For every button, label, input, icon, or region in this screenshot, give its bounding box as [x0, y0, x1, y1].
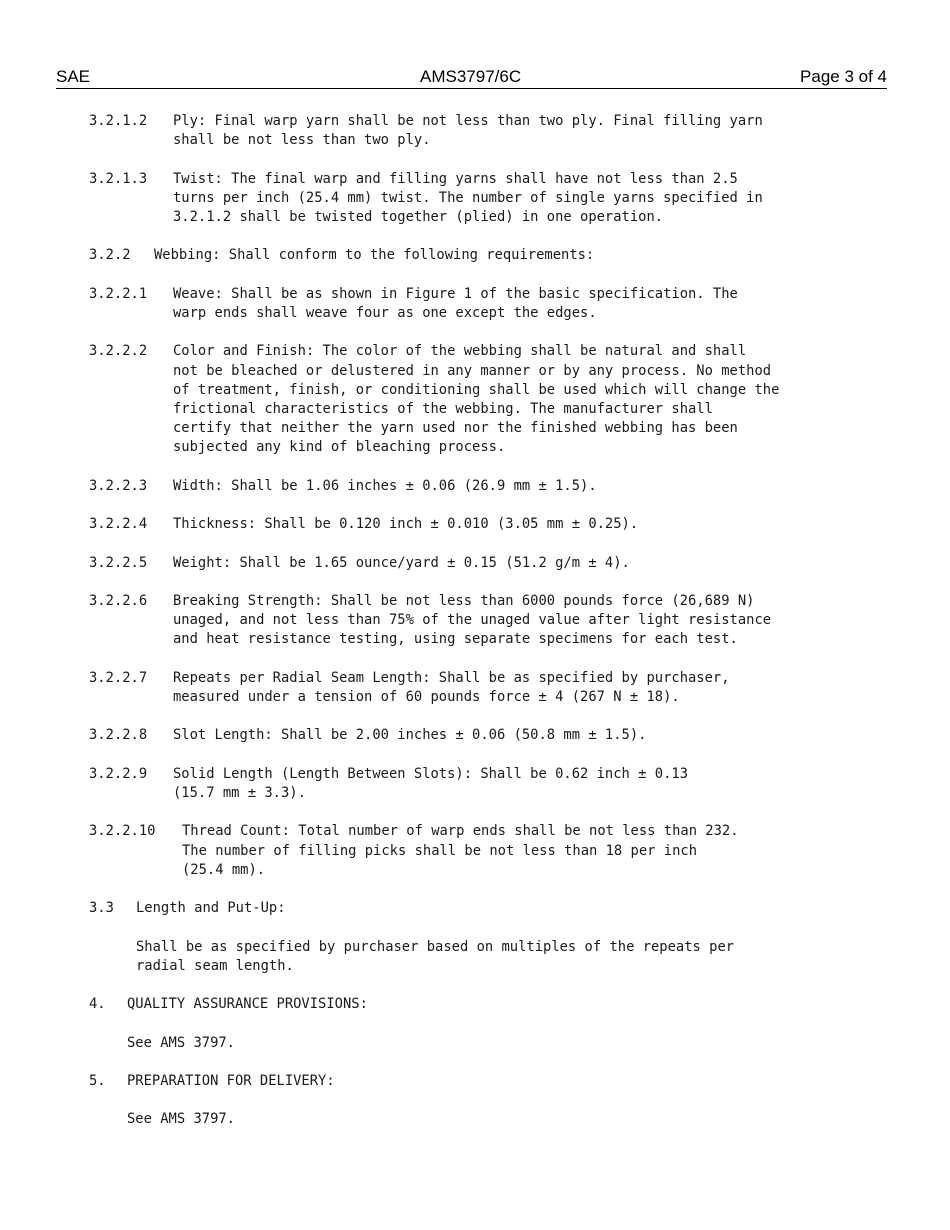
section-number: 3.2.1.3: [89, 170, 148, 187]
header-org: SAE: [56, 67, 91, 86]
section-number: 4.: [89, 996, 106, 1013]
section-number: 3.2.2.10: [89, 823, 156, 840]
text-line: Slot Length: Shall be 2.00 inches ± 0.06 (50.8 mm ± 1.5).: [173, 727, 647, 744]
text-line: Solid Length (Length Between Slots): Shall be 0.62 inch ± 0.13: [173, 765, 688, 782]
text-line: (15.7 mm ± 3.3).: [173, 784, 306, 801]
section-3-2-2-3: [89, 477, 879, 496]
section-3-2-2-2: [89, 342, 879, 457]
section-3-2-2-7: [89, 669, 879, 707]
section-3-2-2-4: [89, 515, 879, 534]
section-number: 3.2.2: [89, 247, 131, 264]
section-3-3: [89, 899, 879, 918]
section-text: [173, 592, 771, 650]
section-number: 3.2.2.5: [89, 554, 148, 571]
text-line: subjected any kind of bleaching process.: [173, 439, 506, 456]
text-line: Breaking Strength: Shall be not less than 6000 pounds force (26,689 N): [173, 592, 755, 609]
section-number: 3.2.2.4: [89, 516, 148, 533]
section-5: [89, 1072, 879, 1091]
text-line: Weight: Shall be 1.65 ounce/yard ± 0.15 (51.2 g/m ± 4).: [173, 554, 630, 571]
section-3-3-body: [89, 938, 879, 976]
section-text: [173, 112, 763, 150]
text-line: Thread Count: Total number of warp ends shall be not less than 232.: [182, 823, 739, 840]
text-line: frictional characteristics of the webbing. The manufacturer shall: [173, 400, 713, 417]
section-3-2-2-1: [89, 285, 879, 323]
text-line: Twist: The final warp and filling yarns shall have not less than 2.5: [173, 170, 738, 187]
section-4: [89, 995, 879, 1014]
text-line: Color and Finish: The color of the webbing shall be natural and shall: [173, 343, 747, 360]
text-line: Width: Shall be 1.06 inches ± 0.06 (26.9 mm ± 1.5).: [173, 477, 597, 494]
text-line: See AMS 3797.: [127, 1111, 235, 1128]
section-title: Length and Put-Up:: [136, 900, 286, 917]
section-title: PREPARATION FOR DELIVERY:: [127, 1072, 335, 1089]
text-line: (25.4 mm).: [182, 861, 266, 878]
section-3-2-1-2: [89, 112, 879, 150]
section-text: [173, 285, 738, 323]
text-line: Webbing: Shall conform to the following requirements:: [154, 247, 595, 264]
section-3-2-2-5: [89, 554, 879, 573]
text-line: measured under a tension of 60 pounds force ± 4 (267 N ± 18).: [173, 688, 680, 705]
section-text: [173, 477, 597, 496]
header-page-number: Page 3 of 4: [800, 67, 887, 86]
section-3-2-2: [89, 246, 879, 265]
text-line: certify that neither the yarn used nor the finished webbing has been: [173, 420, 738, 437]
page-header: [56, 66, 887, 89]
text-line: Thickness: Shall be 0.120 inch ± 0.010 (3.05 mm ± 0.25).: [173, 516, 639, 533]
section-text: [182, 822, 739, 880]
text-line: Shall be as specified by purchaser based on multiples of the repeats per: [136, 938, 735, 955]
section-number: 3.2.2.7: [89, 669, 148, 686]
text-line: unaged, and not less than 75% of the unaged value after light resistance: [173, 612, 772, 629]
section-text: [154, 246, 594, 265]
document-body: [89, 112, 879, 1129]
section-number: 3.3: [89, 900, 114, 917]
section-text: [173, 170, 763, 228]
text-line: and heat resistance testing, using separate specimens for each test.: [173, 631, 738, 648]
section-5-body: [89, 1110, 879, 1129]
section-4-body: [89, 1034, 879, 1053]
text-line: turns per inch (25.4 mm) twist. The number of single yarns specified in: [173, 189, 763, 206]
text-line: 3.2.1.2 shall be twisted together (plied) in one operation.: [173, 209, 664, 225]
text-line: See AMS 3797.: [127, 1034, 235, 1051]
section-number: 3.2.1.2: [89, 113, 148, 129]
text-line: Ply: Final warp yarn shall be not less than two ply. Final filling yarn: [173, 113, 763, 129]
section-text: [173, 554, 630, 573]
section-3-2-2-10: [89, 822, 879, 880]
section-3-2-2-8: [89, 726, 879, 745]
section-text: [173, 669, 730, 707]
section-number: 5.: [89, 1072, 106, 1089]
section-3-2-2-9: [89, 765, 879, 803]
section-text: [173, 765, 688, 803]
section-number: 3.2.2.2: [89, 343, 148, 360]
section-3-2-2-6: [89, 592, 879, 650]
section-number: 3.2.2.3: [89, 477, 148, 494]
header-doc-number: AMS3797/6C: [420, 67, 522, 86]
section-text: [173, 342, 779, 457]
section-3-2-1-3: [89, 170, 879, 228]
text-line: warp ends shall weave four as one except the edges.: [173, 304, 597, 321]
section-number: 3.2.2.8: [89, 727, 148, 744]
text-line: Weave: Shall be as shown in Figure 1 of the basic specification. The: [173, 285, 738, 302]
text-line: shall be not less than two ply.: [173, 132, 431, 149]
section-text: [173, 515, 638, 534]
text-line: radial seam length.: [136, 957, 294, 974]
text-line: not be bleached or delustered in any manner or by any process. No method: [173, 362, 772, 379]
text-line: Repeats per Radial Seam Length: Shall be as specified by purchaser,: [173, 669, 730, 686]
section-title: QUALITY ASSURANCE PROVISIONS:: [127, 996, 368, 1013]
text-line: The number of filling picks shall be not less than 18 per inch: [182, 842, 697, 859]
section-number: 3.2.2.1: [89, 285, 148, 302]
text-line: of treatment, finish, or conditioning shall be used which will change the: [173, 381, 780, 398]
section-number: 3.2.2.6: [89, 592, 148, 609]
section-number: 3.2.2.9: [89, 765, 148, 782]
section-text: [173, 726, 646, 745]
